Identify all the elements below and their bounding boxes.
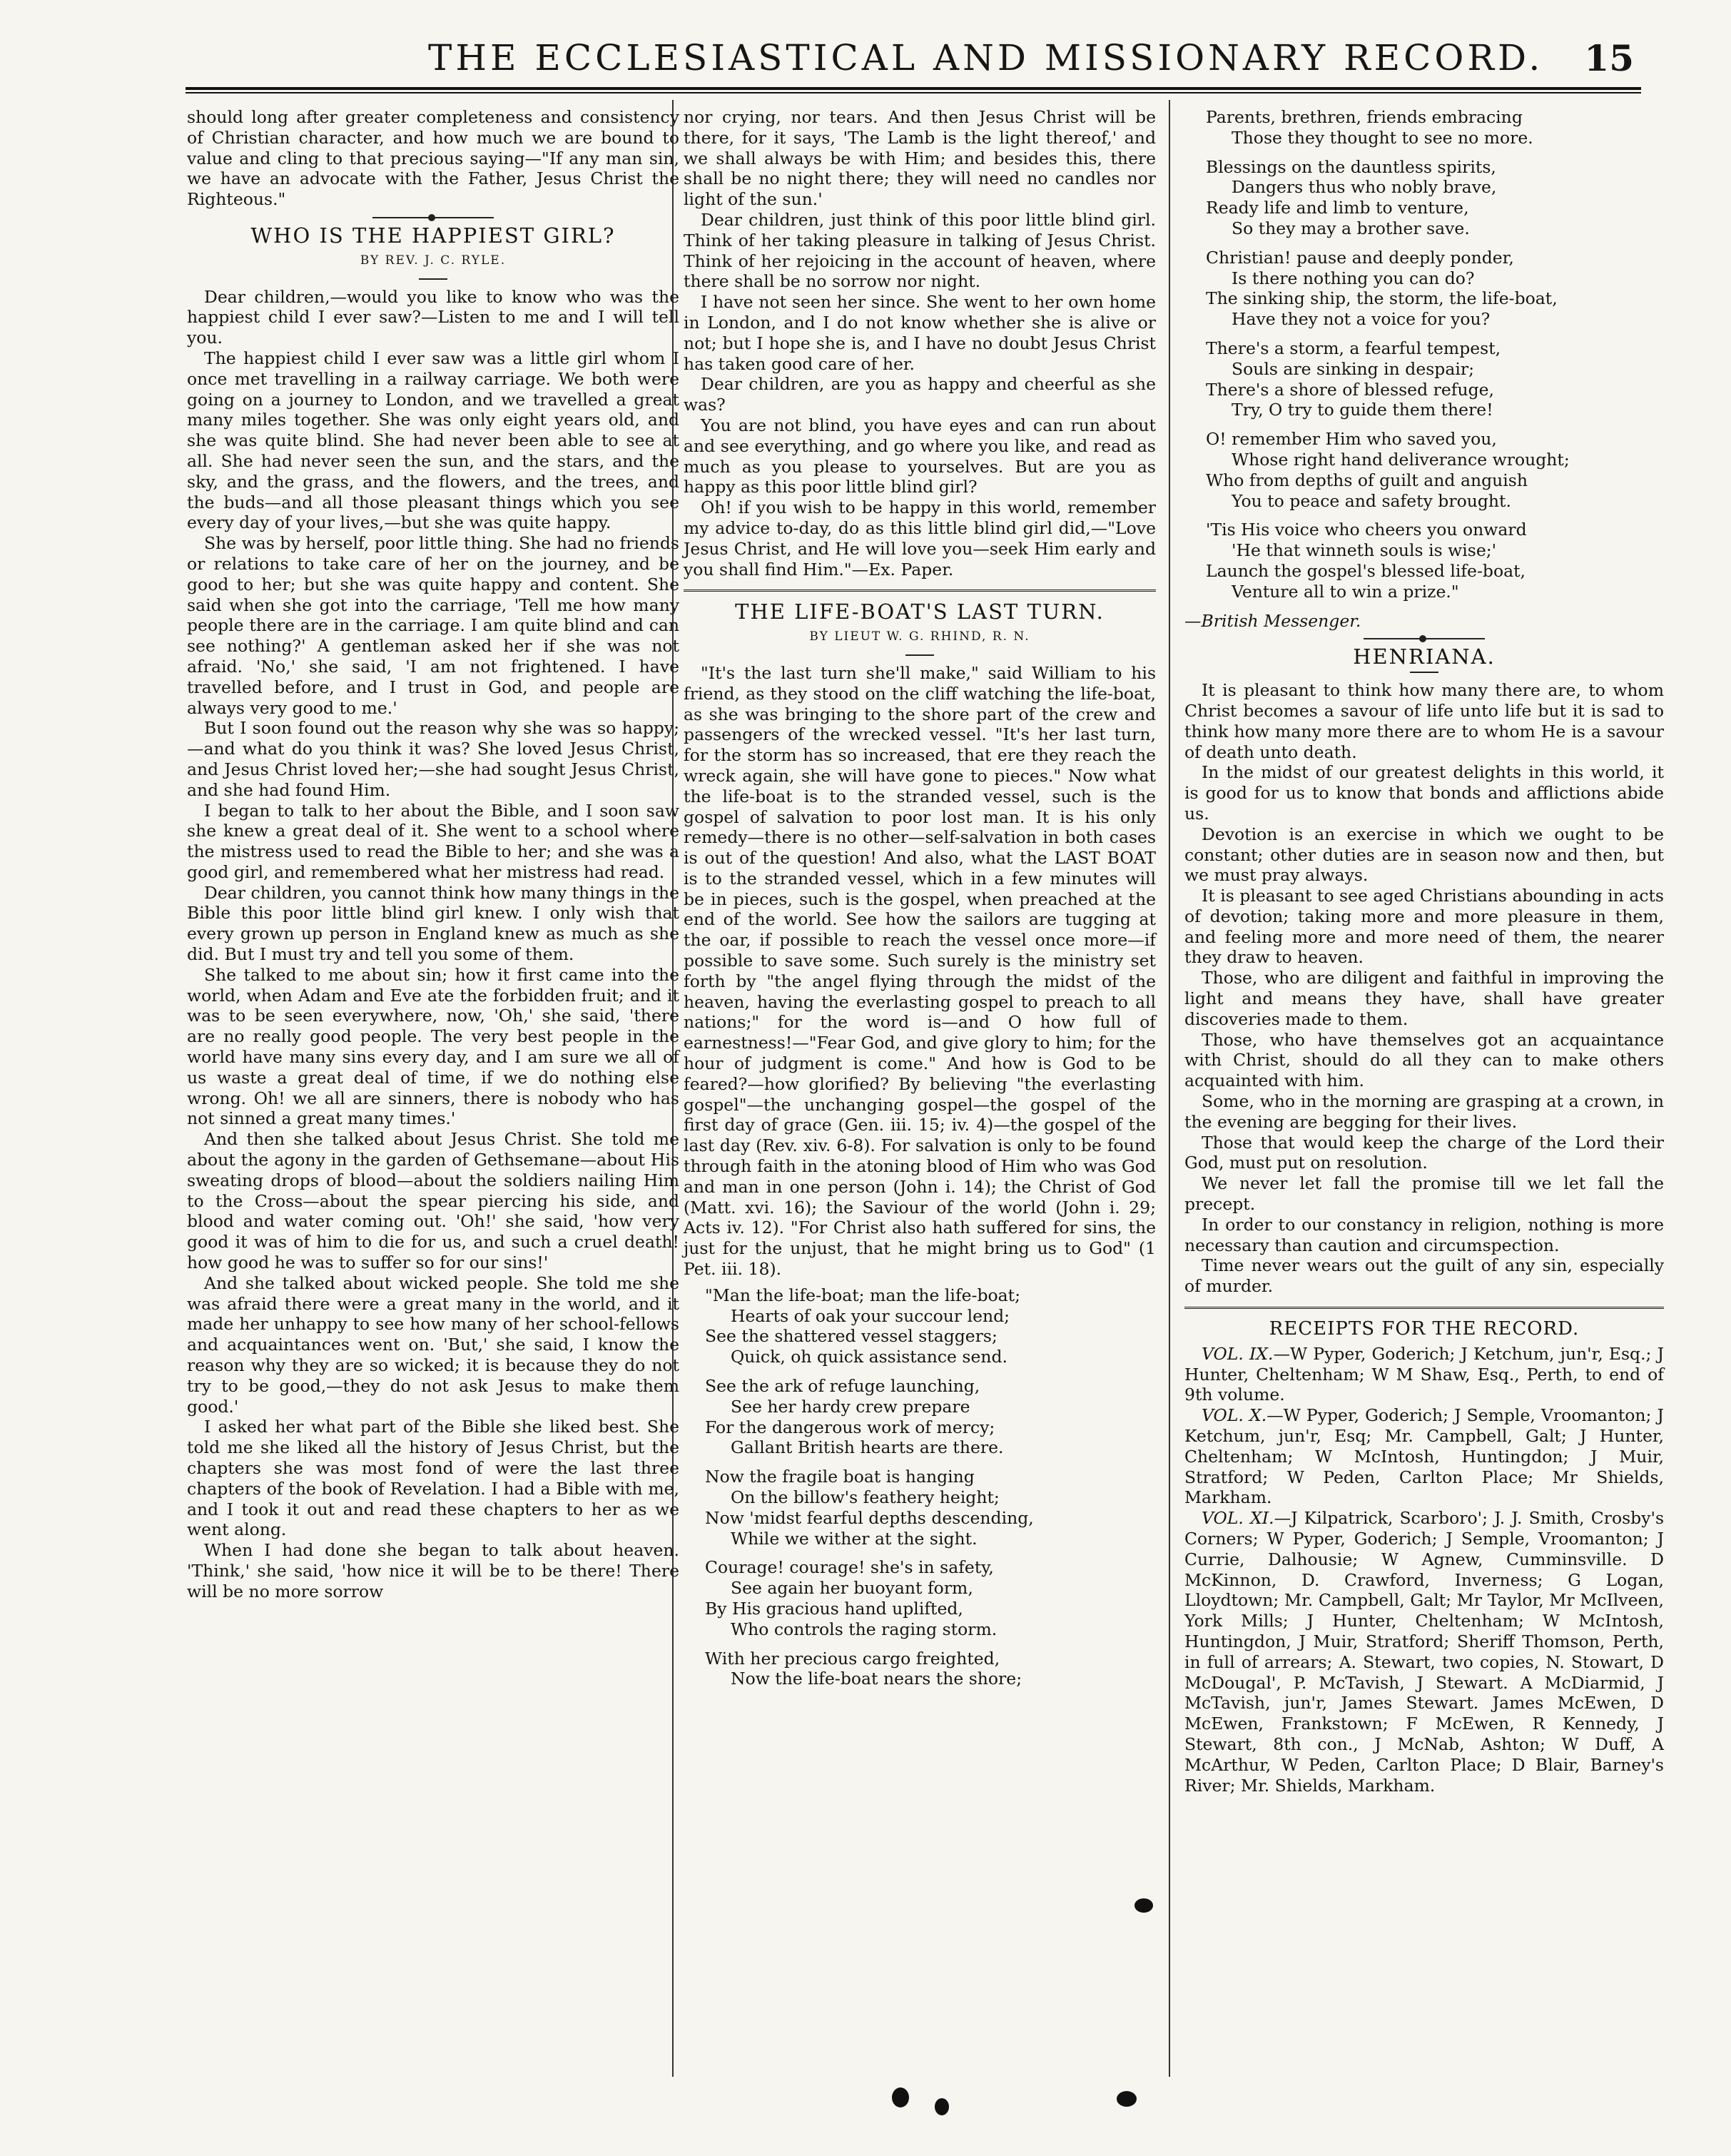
henriana-item: It is pleasant to see aged Christians abounding in acts of devotion; taking more and more pleasure in them, and feeling more and more need of them, the nearer they draw to heaven.	[1184, 886, 1664, 968]
stanza	[1206, 520, 1664, 602]
verse-line: Gallant British hearts are there.	[731, 1437, 1004, 1458]
ink-stain	[892, 2087, 909, 2107]
henriana-item: It is pleasant to think how many there are, to whom Christ becomes a savour of life unto life but it is sad to think how many more there are to whom He is a savour of death unto death.	[1184, 680, 1664, 762]
paragraph: Dear children, are you as happy and cheerful as she was?	[684, 374, 1156, 415]
verse-line: On the billow's feathery height;	[731, 1487, 1000, 1507]
receipt-text: —W Pyper, Goderich; J Semple, Vroomanton; J Ketchum, jun'r, Esq; Mr. Campbell, Galt; J Hunter, Cheltenham; W McIntosh, Huntingdon; J Muir, Stratford; W Peden, Carlton Place; Mr Shields, Markham.	[1184, 1405, 1664, 1508]
volume-label: VOL. IX.	[1202, 1343, 1274, 1364]
column-divider-2	[1169, 100, 1170, 2077]
receipt-text: —J Kilpatrick, Scarboro'; J. J. Smith, Crosby's Corners; W Pyper, Goderich; J Semple, Vroomanton; J Currie, Dalhousie; W Agnew, Cumminsville. D McKinnon, D. Crawford, Inverness; G Logan, Lloydtown; Mr. Campbell, Galt; Mr Taylor, Mr McIlveen, York Mills; J Hunter, Cheltenham; W McIntosh, Huntingdon, J Muir, Stratford; Sheriff Thomson, Perth, in full of arrears; A. Stewart, two copies, N. Stowart, D McDougal', P. McTavish, J Stewart. A McDiarmid, J McTavish, jun'r, James Stewart. James McEwen, D McEwen, Frankstown; F McEwen, R Kennedy, J Stewart, 8th con., J McNab, Ashton; W Duff, A McArthur, W Peden, Carlton Place; D Blair, Barney's River; Mr. Shields, Markham.	[1184, 1508, 1664, 1796]
byline-rule	[905, 654, 934, 656]
column-2	[684, 107, 1156, 1698]
paragraph: nor crying, nor tears. And then Jesus Christ will be there, for it says, 'The Lamb is the light thereof,' and we shall always be with Him; and besides this, there shall be no night there; they will need no candles nor light of the sun.'	[684, 107, 1156, 210]
henriana-item: Devotion is an exercise in which we ought to be constant; other duties are in season now and then, but we must pray always.	[1184, 824, 1664, 886]
continued-text: should long after greater completeness and consistency of Christian character, and how much we are bound to value and cling to that precious saying—"If any man sin, we have an advocate with the Father, Jesus Christ the Righteous."	[187, 107, 679, 210]
verse-line: Is there nothing you can do?	[1232, 268, 1475, 288]
page-number: 15	[1584, 37, 1634, 79]
verse-line: Now 'midst fearful depths descending,	[705, 1507, 1034, 1528]
verse-line: Courage! courage! she's in safety,	[705, 1557, 994, 1578]
verse-line: Who controls the raging storm.	[731, 1619, 998, 1639]
paragraph: When I had done she began to talk about heaven. 'Think,' she said, 'how nice it will be to be there! There will be no more sorrow	[187, 1540, 679, 1601]
verse-line: Christian! pause and deeply ponder,	[1206, 247, 1514, 268]
stanza	[1206, 157, 1664, 239]
verse-line: So they may a brother save.	[1232, 218, 1470, 238]
henriana-item: Those, who have themselves got an acquaintance with Christ, should do all they can to make others acquainted with him.	[1184, 1029, 1664, 1091]
poem-lifeboat-continued	[1206, 107, 1664, 602]
henriana-item: Some, who in the morning are grasping at a crown, in the evening are begging for their lives.	[1184, 1091, 1664, 1132]
verse-line: Who from depths of guilt and anguish	[1206, 470, 1528, 490]
verse-line: For the dangerous work of mercy;	[705, 1417, 995, 1437]
volume-label: VOL. X.	[1202, 1405, 1267, 1426]
henriana-item: Those that would keep the charge of the Lord their God, must put on resolution.	[1184, 1132, 1664, 1173]
verse-line: Launch the gospel's blessed life-boat,	[1206, 560, 1526, 581]
paragraph: She talked to me about sin; how it first came into the world, when Adam and Eve ate the forbidden fruit; and it was to be seen everywhere, now, 'Oh,' she said, 'there are no really good people. The very best people in the world have many sins every day, and I am sure we all of us waste a great deal of time, if we do nothing else wrong. Oh! we all are sinners, there is nobody who has not sinned a great many times.'	[187, 964, 679, 1129]
receipt-entry	[1184, 1344, 1664, 1405]
section-rule	[684, 589, 1156, 592]
ink-stain	[935, 2098, 949, 2115]
verse-line: Now the fragile boat is hanging	[705, 1467, 975, 1487]
verse-line: Hearts of oak your succour lend;	[731, 1305, 1010, 1326]
stanza	[1206, 429, 1664, 511]
publication-title: THE ECCLESIASTICAL AND MISSIONARY RECORD.	[428, 37, 1544, 79]
verse-line: Have they not a voice for you?	[1232, 309, 1491, 330]
paragraph: Dear children,—would you like to know who was the happiest child I ever saw?—Listen to me and I will tell you.	[187, 286, 679, 348]
henriana-item: In the midst of our greatest delights in this world, it is good for us to know that bonds and afflictions abide us.	[1184, 762, 1664, 824]
column-3	[1184, 107, 1664, 1796]
verse-line: Now the life-boat nears the shore;	[731, 1669, 1022, 1689]
verse-line: You to peace and safety brought.	[1232, 490, 1511, 511]
henriana-item: Those, who are diligent and faithful in improving the light and means they have, shall have greater discoveries made to them.	[1184, 968, 1664, 1029]
header-rule	[186, 87, 1641, 93]
receipt-text: —W Pyper, Goderich; J Ketchum, jun'r, Esq.; J Hunter, Cheltenham; W M Shaw, Esq., Perth, to end of 9th volume.	[1184, 1343, 1664, 1405]
paragraph: She was by herself, poor little thing. She had no friends or relations to take care of her on the journey, and be good to her; but she was quite happy and content. She said when she got into the carriage, 'Tell me how many people there are in the carriage. I am quite blind and can see nothing?' A gentleman asked her if she was not afraid. 'No,' she said, 'I am not frightened. I have travelled before, and I trust in God, and people are always very good to me.'	[187, 533, 679, 718]
verse-line: Quick, oh quick assistance send.	[731, 1347, 1008, 1367]
stanza	[705, 1649, 1156, 1690]
volume-label: VOL. XI.	[1202, 1508, 1274, 1529]
verse-line: Dangers thus who nobly brave,	[1232, 177, 1497, 198]
verse-line: There's a storm, a fearful tempest,	[1206, 338, 1501, 358]
receipts-title: RECEIPTS FOR THE RECORD.	[1269, 1318, 1580, 1340]
receipt-entry	[1184, 1405, 1664, 1508]
verse-line: Souls are sinking in despair;	[1232, 358, 1475, 379]
paragraph: Oh! if you wish to be happy in this world, remember my advice to-day, do as this little blind girl did,—"Love Jesus Christ, and He will love you—seek Him early and you shall find Him."—Ex. Paper.	[684, 497, 1156, 580]
verse-line: With her precious cargo freighted,	[705, 1648, 1000, 1669]
byline-ryle: BY REV. J. C. RYLE.	[360, 253, 507, 268]
henriana-item: Time never wears out the guilt of any sin, especially of murder.	[1184, 1255, 1664, 1297]
verse-line: The sinking ship, the storm, the life-boat,	[1206, 288, 1558, 309]
verse-line: Parents, brethren, friends embracing	[1206, 107, 1523, 127]
verse-line: Blessings on the dauntless spirits,	[1206, 156, 1496, 177]
verse-line: "Man the life-boat; man the life-boat;	[705, 1285, 1021, 1305]
paragraph: I began to talk to her about the Bible, and I soon saw she knew a great deal of it. She went to a school where the mistress used to read the Bible to her; and she was a good girl, and remembered what her mistress had read.	[187, 800, 679, 882]
paragraph: But I soon found out the reason why she was so happy;—and what do you think it was? She loved Jesus Christ, and Jesus Christ loved her;—she had sought Jesus Christ, and she had found Him.	[187, 718, 679, 800]
verse-line: 'Tis His voice who cheers you onward	[1206, 520, 1527, 540]
verse-line: By His gracious hand uplifted,	[705, 1598, 963, 1619]
section-rule	[1184, 1307, 1664, 1309]
poem-lifeboat	[705, 1285, 1156, 1689]
paragraph: Dear children, just think of this poor little blind girl. Think of her taking pleasure in talking of Jesus Christ. Think of her rejoicing in the account of heaven, where there shall be no sorrow nor night.	[684, 209, 1156, 292]
verse-line: See the shattered vessel staggers;	[705, 1326, 998, 1347]
receipts-section	[1184, 1319, 1664, 1796]
receipt-entry	[1184, 1508, 1664, 1796]
byline-rhind: BY LIEUT W. G. RHIND, R. N.	[809, 629, 1030, 644]
paragraph: The happiest child I ever saw was a little girl whom I once met travelling in a railway carriage. We both were going on a journey to London, and we travelled a great many miles together. She was only eight years old, and she was quite blind. She had never been able to see at all. She had never seen the sun, and the stars, and the sky, and the grass, and the flowers, and the trees, and the buds—and all those pleasant things which you see every day of your lives,—but she was quite happy.	[187, 348, 679, 533]
paragraph: And then she talked about Jesus Christ. She told me about the agony in the garden of Gethsemane—about His sweating drops of blood—about the soldiers nailing Him to the Cross—about the spear piercing his side, and blood and water coming out. 'Oh!' she said, 'how very good it was of him to die for us, and such a cruel death! how good he was to suffer so for our sins!'	[187, 1129, 679, 1273]
ink-stain	[1117, 2091, 1137, 2107]
section-title-henriana: HENRIANA.	[1353, 644, 1496, 669]
verse-line: Those they thought to see no more.	[1232, 127, 1533, 148]
byline-rule	[419, 278, 447, 280]
masthead	[214, 37, 1641, 87]
verse-line: Try, O try to guide them there!	[1232, 400, 1493, 420]
paragraph: I asked her what part of the Bible she liked best. She told me she liked all the history of Jesus Christ, but the chapters she was most fond of were the last three chapters of the book of Revelation. I had a Bible with me, and I took it out and read these chapters to her as we went along.	[187, 1417, 679, 1540]
verse-line: There's a shore of blessed refuge,	[1206, 379, 1494, 400]
title-rule	[1410, 672, 1438, 673]
verse-line: O! remember Him who saved you,	[1206, 429, 1497, 450]
paragraph: Dear children, you cannot think how many things in the Bible this poor little blind girl knew. I only wish that every grown up person in England knew as much as she did. But I must try and tell you some of them.	[187, 882, 679, 965]
verse-line: See again her buoyant form,	[731, 1578, 973, 1599]
stanza	[1206, 248, 1664, 330]
paragraph: And she talked about wicked people. She told me she was afraid there were a great many in the world, and it made her unhappy to see how many of her school-fellows and acquaintances went on. 'But,' she said, I know the reason why they are so wicked; it is because they do not try to be good,—they do not ask Jesus to make them good.'	[187, 1272, 679, 1417]
column-1	[187, 107, 679, 1602]
verse-line: While we wither at the sight.	[731, 1528, 978, 1549]
paragraph: You are not blind, you have eyes and can run about and see everything, and go where you like, and read as much as you please to yourselves. But are you as happy as this poor little blind girl?	[684, 415, 1156, 497]
henriana-item: We never let fall the promise till we let fall the precept.	[1184, 1173, 1664, 1215]
stanza	[1206, 338, 1664, 420]
verse-line: Whose right hand deliverance wrought;	[1232, 449, 1570, 470]
section-ornament	[372, 217, 494, 218]
paragraph: I have not seen her since. She went to her own home in London, and I do not know whether she is alive or not; but I hope she is, and I have no doubt Jesus Christ has taken good care of her.	[684, 292, 1156, 374]
article-title-happiest-girl: WHO IS THE HAPPIEST GIRL?	[250, 223, 616, 248]
verse-line: See her hardy crew prepare	[731, 1396, 970, 1417]
stanza	[705, 1467, 1156, 1549]
section-ornament	[1364, 638, 1485, 639]
verse-line: See the ark of refuge launching,	[705, 1376, 980, 1397]
stanza	[705, 1285, 1156, 1367]
stanza	[705, 1557, 1156, 1639]
stanza	[705, 1376, 1156, 1458]
verse-line: 'He that winneth souls is wise;'	[1232, 540, 1497, 561]
poem-credit: —British Messenger.	[1184, 610, 1361, 631]
verse-line: Ready life and limb to venture,	[1206, 198, 1469, 218]
henriana-item: In order to our constancy in religion, nothing is more necessary than caution and circumspection.	[1184, 1214, 1664, 1255]
lifeboat-paragraph: "It's the last turn she'll make," said William to his friend, as they stood on the cliff watching the life-boat, as she was bringing to the shore part of the crew and passengers of the wrecked vessel. "It's her last turn, for the storm has so increased, that ere they reach the wreck again, she will have gone to pieces." Now what the life-boat is to the stranded vessel, such is the gospel of salvation to poor lost man. It is his only remedy—there is no other—self-salvation in both cases is out of the question! And also, what the LAST BOAT is to the stranded vessel, which in a few minutes will be in pieces, such is the gospel, when preached at the end of the world. See how the sailors are tugging at the oar, if possible to reach the vessel once more—if possible to save some. Such surely is the ministry set forth by "the angel flying through the midst of the heaven, having the everlasting gospel to preach to all nations;" for the word is—and O how full of earnestness!—"Fear God, and give glory to him; for the hour of judgment is come." And how is God to be feared?—how glorified? By believing "the everlasting gospel"—the unchanging gospel—the gospel of the first day of grace (Gen. iii. 15; iv. 4)—the gospel of the last day (Rev. xiv. 6-8). For salvation is only to be found through faith in the atoning blood of Him who was God and man in one person (John i. 14); the Christ of God (Matt. xvi. 16); the Saviour of the world (John i. 29; Acts iv. 12). "For Christ also hath suffered for sins, the just for the unjust, that he might bring us to God" (1 Pet. iii. 18).	[684, 662, 1156, 1280]
verse-line: Venture all to win a prize."	[1232, 581, 1459, 602]
stanza	[1206, 107, 1664, 148]
article-title-lifeboat: THE LIFE-BOAT'S LAST TURN.	[735, 599, 1105, 624]
ink-stain	[1134, 1898, 1153, 1913]
